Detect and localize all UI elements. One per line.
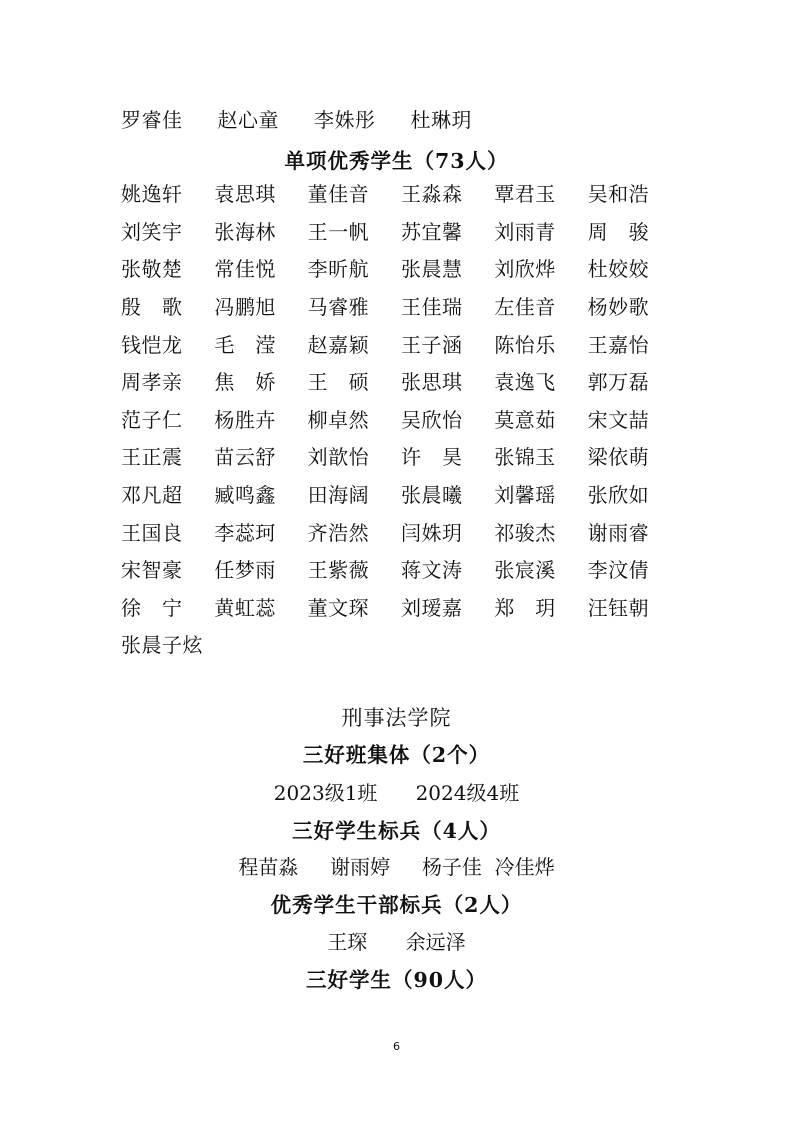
student-name: 王国良 (121, 520, 183, 545)
college-title: 刑事法学院 (341, 706, 452, 730)
student-name: 赵嘉颖 (307, 332, 370, 357)
student-name: 齐浩然 (307, 520, 370, 545)
student-name: 张晨慧 (400, 257, 463, 282)
student-name: 张海林 (214, 219, 276, 244)
student-name: 刘瑷嘉 (400, 595, 463, 620)
student-name: 李昕航 (307, 257, 370, 282)
name-row (121, 475, 681, 513)
collective-heading: 三好班集体（2个） (302, 743, 491, 767)
name-row (121, 362, 681, 400)
model-cadre-heading: 优秀学生干部标兵（2人） (270, 893, 523, 917)
name-row (121, 324, 681, 362)
student-name: 王 硕 (307, 370, 370, 395)
name-row (121, 212, 681, 250)
student-name: 周孝亲 (121, 370, 183, 395)
student-name: 祁骏杰 (494, 520, 556, 545)
student-name: 左佳音 (494, 295, 556, 320)
student-name: 罗睿佳 (121, 108, 183, 133)
student-name: 谢雨睿 (587, 520, 650, 545)
student-name: 王嘉怡 (587, 332, 650, 357)
student-name: 邓凡超 (121, 483, 183, 508)
student-name: 姚逸轩 (121, 182, 183, 207)
single-item-names (121, 174, 681, 663)
collective-item: 2023级1班 (273, 781, 378, 805)
name-row (121, 400, 681, 438)
student-name: 蒋文涛 (400, 558, 463, 583)
name-row (121, 437, 681, 475)
student-name: 王淼森 (400, 182, 463, 207)
model-student-list (0, 851, 793, 880)
student-name: 陈怡乐 (494, 332, 556, 357)
student-name: 刘歆怡 (307, 445, 370, 470)
student-name: 毛 滢 (214, 332, 276, 357)
student-name: 吴欣怡 (400, 407, 463, 432)
name-row (121, 550, 681, 588)
student-name: 马睿雅 (307, 295, 370, 320)
student-name: 苏宜馨 (400, 219, 463, 244)
student-name: 范子仁 (121, 407, 183, 432)
student-name: 汪钰朝 (587, 595, 650, 620)
student-name: 臧鸣鑫 (214, 483, 276, 508)
student-name: 袁思琪 (214, 182, 276, 207)
student-name: 袁逸飞 (494, 370, 556, 395)
model-cadre-list (0, 926, 793, 955)
collective-item: 2024级4班 (415, 781, 520, 805)
student-name: 王紫薇 (307, 558, 370, 583)
student-name: 吴和浩 (587, 182, 650, 207)
single-item-heading: 单项优秀学生（73人） (284, 149, 509, 173)
student-name: 杜琳玥 (410, 108, 472, 133)
name-row (121, 588, 681, 626)
student-name: 许 昊 (400, 445, 463, 470)
student-name: 张欣如 (587, 483, 650, 508)
student-name: 徐 宁 (121, 595, 183, 620)
student-name: 宋智豪 (121, 558, 183, 583)
student-name: 闫姝玥 (400, 520, 463, 545)
name-row (121, 100, 681, 138)
student-name: 王子涵 (400, 332, 463, 357)
student-name: 焦 娇 (214, 370, 276, 395)
student-name: 郑 玥 (494, 595, 556, 620)
student-name: 杨子佳 (421, 855, 482, 879)
student-name: 董佳音 (307, 182, 370, 207)
student-name: 刘馨瑶 (494, 483, 556, 508)
name-row (121, 249, 681, 287)
student-name: 刘雨青 (494, 219, 556, 244)
student-name: 王正震 (121, 445, 183, 470)
name-row (121, 174, 681, 212)
student-name: 张宸溪 (494, 558, 556, 583)
student-name: 柳卓然 (307, 407, 370, 432)
student-name: 田海阔 (307, 483, 370, 508)
name-row (121, 287, 681, 325)
model-student-heading: 三好学生标兵（4人） (292, 819, 501, 843)
student-name: 王琛 (327, 930, 368, 954)
student-name: 杨胜卉 (214, 407, 276, 432)
student-name: 钱恺龙 (121, 332, 183, 357)
collective-list (0, 777, 793, 806)
student-name: 殷 歌 (121, 295, 183, 320)
student-name: 梁依萌 (587, 445, 650, 470)
student-name: 余远泽 (405, 930, 466, 954)
student-name: 王一帆 (307, 219, 370, 244)
student-name: 宋文喆 (587, 407, 650, 432)
student-name: 苗云舒 (214, 445, 276, 470)
student-name: 程苗淼 (238, 855, 299, 879)
three-good-heading: 三好学生（90人） (305, 968, 488, 992)
student-name: 冯鹏旭 (214, 295, 276, 320)
page-number: 6 (393, 1040, 400, 1053)
student-name: 刘欣烨 (494, 257, 556, 282)
student-name: 莫意茹 (494, 407, 556, 432)
student-name: 覃君玉 (494, 182, 556, 207)
student-name: 谢雨婷 (330, 855, 391, 879)
student-name: 张思琪 (400, 370, 463, 395)
student-name: 杨妙歌 (587, 295, 650, 320)
student-name: 刘笑宇 (121, 219, 183, 244)
student-name: 张敬楚 (121, 257, 183, 282)
student-name: 周 骏 (587, 219, 650, 244)
student-name: 郭万磊 (587, 370, 650, 395)
student-name: 赵心童 (217, 108, 279, 133)
student-name: 黄虹蕊 (214, 595, 276, 620)
name-row (121, 625, 681, 663)
student-name: 董文琛 (307, 595, 370, 620)
student-name: 张晨曦 (400, 483, 463, 508)
student-name: 任梦雨 (214, 558, 276, 583)
student-name: 张晨子炫 (121, 633, 203, 658)
student-name: 李姝彤 (314, 108, 376, 133)
student-name: 冷佳烨 (494, 855, 555, 879)
student-name: 李蕊珂 (214, 520, 276, 545)
name-row (121, 512, 681, 550)
student-name: 王佳瑞 (400, 295, 463, 320)
student-name: 杜姣姣 (587, 257, 650, 282)
student-name: 李汶倩 (587, 558, 650, 583)
prev-section-names (121, 100, 681, 138)
student-name: 常佳悦 (214, 257, 276, 282)
student-name: 张锦玉 (494, 445, 556, 470)
